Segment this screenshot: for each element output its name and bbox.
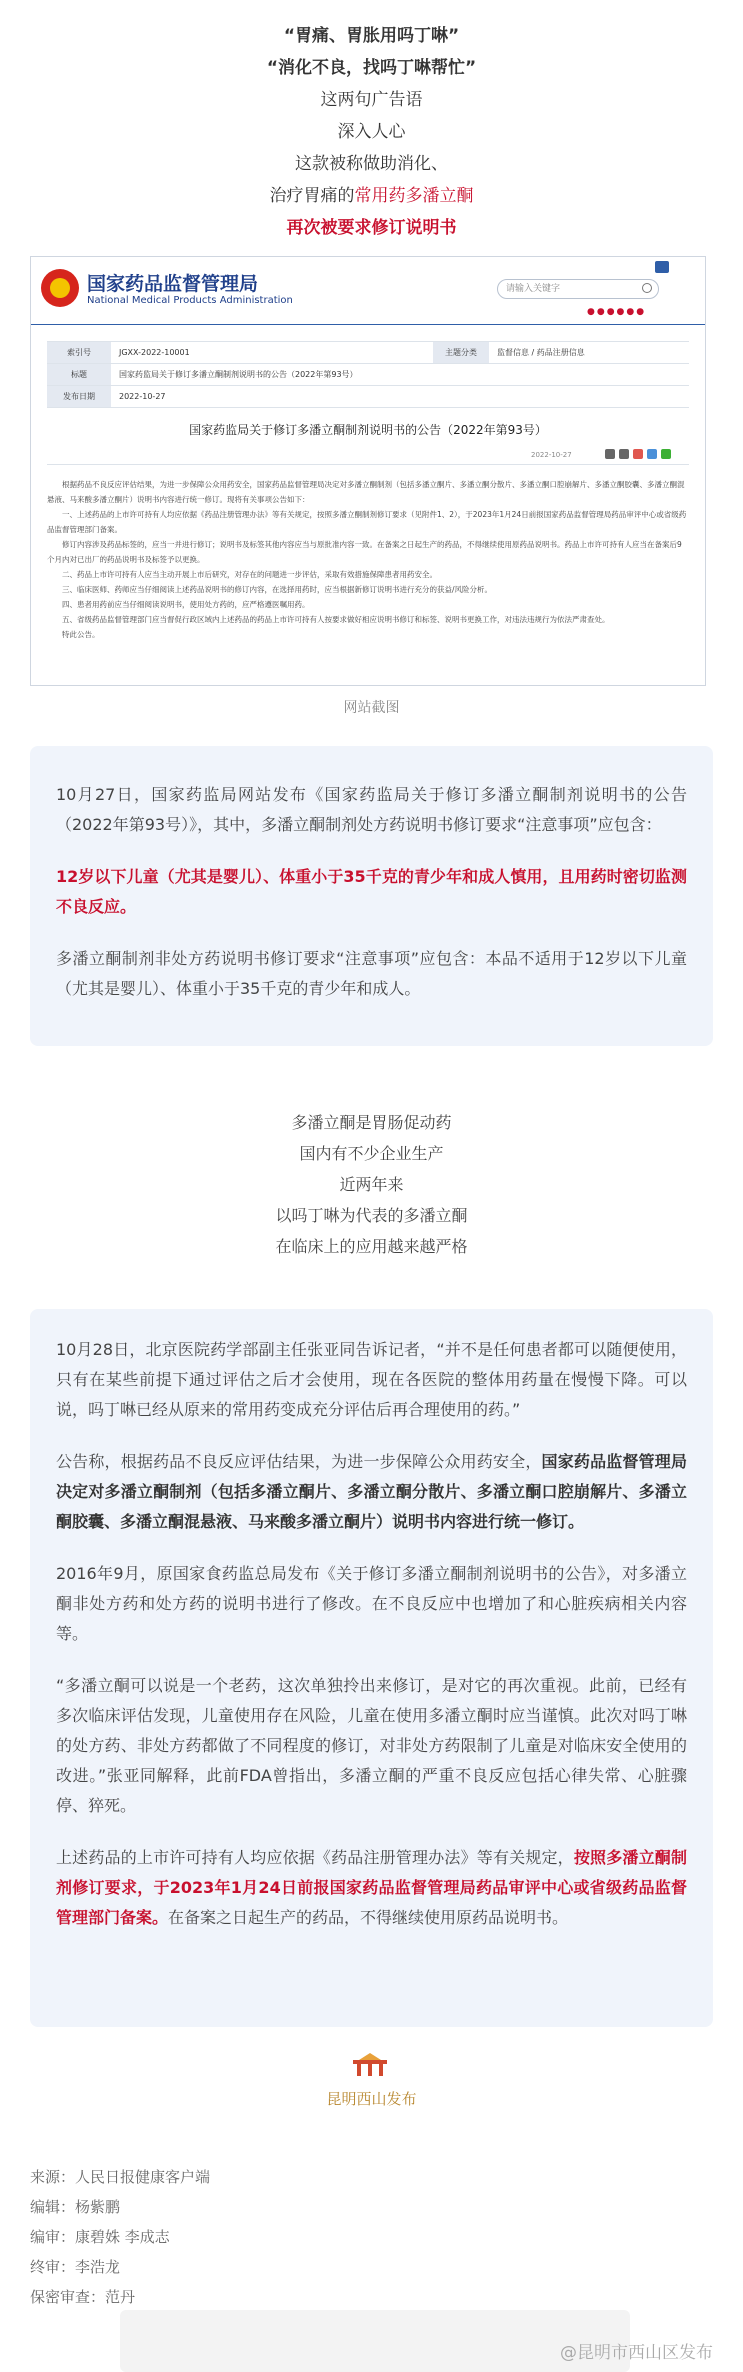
meta-row <box>47 386 689 408</box>
mid-block <box>0 1107 743 1262</box>
notice-paragraph: 三、临床医师、药师应当仔细阅读上述药品说明书的修订内容，在选择用药时，应当根据新修订说明书进行充分的获益/风险分析。 <box>62 585 493 594</box>
mid-line: 近两年来 <box>339 1175 404 1194</box>
notice-tools <box>605 449 671 459</box>
intro-line: 再次被要求修订说明书 <box>286 218 457 238</box>
weibo-icon <box>633 449 643 459</box>
notice-date: 2022-10-27 <box>531 451 572 459</box>
wechat-icon <box>661 449 671 459</box>
search-icon <box>642 283 652 293</box>
notice-body <box>47 477 689 642</box>
paragraph <box>56 1447 687 1537</box>
menu-icon <box>655 261 669 273</box>
text: 公告称，根据药品不良反应评估结果，为进一步保障公众用药安全， <box>56 1452 542 1471</box>
notice-paragraph: 五、省级药品监督管理部门应当督促行政区域内上述药品的药品上市许可持有人按要求做好相应说明书修订和标签、说明书更换工作，对违法违规行为依法严肃查处。 <box>62 615 610 624</box>
divider <box>47 464 689 465</box>
site-title: 国家药品监督管理局 <box>87 273 259 295</box>
intro-line: “消化不良，找吗丁啉帮忙” <box>266 58 477 78</box>
notice-paragraph: 修订内容涉及药品标签的，应当一并进行修订；说明书及标签其他内容应当与原批准内容一致。在备案之日起生产的药品，不得继续使用原药品说明书。药品上市许可持有人应当在备案后9个月内对已出厂的药品说明书及标签予以更换。 <box>47 540 682 564</box>
credit-line: 编审：康碧姝 李成志 <box>30 2228 170 2246</box>
website-screenshot <box>30 256 706 686</box>
footer-strip <box>120 2310 630 2372</box>
meta-row <box>47 342 689 364</box>
mid-line: 在临床上的应用越来越严格 <box>275 1237 468 1256</box>
meta-label: 发布日期 <box>47 386 111 407</box>
watermark: @昆明市西山区发布 <box>560 2343 713 2363</box>
meta-value: 监督信息 / 药品注册信息 <box>497 348 585 357</box>
notice-paragraph: 四、患者用药前应当仔细阅读说明书，使用处方药的，应严格遵医嘱用药。 <box>62 600 310 609</box>
notice-paragraph: 特此公告。 <box>62 630 100 639</box>
meta-table <box>47 341 689 408</box>
notice-paragraph: 根据药品不良反应评估结果，为进一步保障公众用药安全，国家药品监督管理局决定对多潘立酮制剂（包括多潘立酮片、多潘立酮分散片、多潘立酮口腔崩解片、多潘立酮胶囊、多潘立酮混悬液、马来酸多潘立酮片）说明书内容进行统一修订。现将有关事项公告如下： <box>47 480 685 504</box>
mid-line: 国内有不少企业生产 <box>299 1144 444 1163</box>
meta-label: 主题分类 <box>433 342 489 363</box>
content-card <box>30 1309 713 2027</box>
print-icon <box>619 449 629 459</box>
paragraph: 2016年9月，原国家食药监总局发布《关于修订多潘立酮制剂说明书的公告》，对多潘立酮非处方药和处方药的说明书进行了修改。在不良反应中也增加了和心脏疾病相关内容等。 <box>56 1564 687 1643</box>
highlight-paragraph: 12岁以下儿童（尤其是婴儿）、体重小于35千克的青少年和成人慎用，且用药时密切监测不良反应。 <box>56 867 687 916</box>
credit-line: 终审：李浩龙 <box>30 2258 121 2276</box>
notice-paragraph: 二、药品上市许可持有人应当主动开展上市后研究，对存在的问题进一步评估，采取有效措施保障患者用药安全。 <box>62 570 437 579</box>
brand-logo-icon <box>351 2052 389 2078</box>
bold-red-text: 按照多潘立酮制剂修订要求，于2023年1月24日前报国家药品监督管理局药品审评中心或省级药品监督管理部门备案。 <box>56 1848 687 1927</box>
download-icon <box>605 449 615 459</box>
brand-name: 昆明西山发布 <box>326 2090 417 2108</box>
intro-line: “胃痛、胃胀用吗丁啉” <box>283 26 460 46</box>
meta-row <box>47 364 689 386</box>
site-subtitle: National Medical Products Administration <box>87 295 293 306</box>
intro-line: 这款被称做助消化、 <box>295 154 448 174</box>
text: 上述药品的上市许可持有人均应依据《药品注册管理办法》等有关规定， <box>56 1848 574 1867</box>
meta-value: 国家药监局关于修订多潘立酮制剂说明书的公告（2022年第93号） <box>119 370 358 379</box>
paragraph: 10月28日，北京医院药学部副主任张亚同告诉记者，“并不是任何患者都可以随便使用，只有在某些前提下通过评估之后才会使用，现在各医院的整体用药量在慢慢下降。可以说，吗丁啉已经从原来的常用药变成充分评估后再合理使用的药。” <box>56 1340 687 1419</box>
credits-block <box>30 2162 210 2312</box>
paragraph: 10月27日，国家药监局网站发布《国家药监局关于修订多潘立酮制剂说明书的公告（2022年第93号）》，其中，多潘立酮制剂处方药说明书修订要求“注意事项”应包含： <box>56 785 687 834</box>
mid-line: 多潘立酮是胃肠促动药 <box>291 1113 452 1132</box>
intro-line <box>0 180 743 212</box>
site-search-input <box>497 279 659 299</box>
intro-line: 这两句广告语 <box>320 90 423 110</box>
credit-line: 来源：人民日报健康客户端 <box>30 2168 211 2186</box>
notice-title: 国家药监局关于修订多潘立酮制剂说明书的公告（2022年第93号） <box>189 423 547 437</box>
text: 在备案之日起生产的药品，不得继续使用原药品说明书。 <box>168 1908 569 1927</box>
credit-line: 编辑：杨紫鹏 <box>30 2198 121 2216</box>
meta-label: 索引号 <box>47 342 111 363</box>
content-card <box>30 746 713 1046</box>
qq-icon <box>647 449 657 459</box>
meta-label: 标题 <box>47 364 111 385</box>
intro-text: 治疗胃痛的 <box>269 186 355 206</box>
credit-line: 保密审查：范丹 <box>30 2288 136 2306</box>
image-caption: 网站截图 <box>343 700 400 716</box>
intro-highlight: 常用药多潘立酮 <box>354 186 474 206</box>
site-header <box>31 257 705 325</box>
notice-paragraph: 一、上述药品的上市许可持有人均应依据《药品注册管理办法》等有关规定，按照多潘立酮制剂修订要求（见附件1、2），于2023年1月24日前报国家药品监督管理局药品审评中心或省级药品监督管理部门备案。 <box>47 510 687 534</box>
bold-text: 国家药品监督管理局决定对多潘立酮制剂（包括多潘立酮片、多潘立酮分散片、多潘立酮口腔崩解片、多潘立酮胶囊、多潘立酮混悬液、马来酸多潘立酮片）说明书内容进行统一修订。 <box>56 1452 687 1531</box>
share-icons: ●●●●●● <box>587 307 647 317</box>
search-placeholder: 请输入关键字 <box>506 284 561 294</box>
national-emblem-icon <box>41 269 79 307</box>
meta-value: JGXX-2022-10001 <box>119 348 190 357</box>
meta-value: 2022-10-27 <box>119 392 166 401</box>
paragraph <box>56 1843 687 1933</box>
intro-line: 深入人心 <box>337 122 406 142</box>
mid-line: 以吗丁啉为代表的多潘立酮 <box>275 1206 468 1225</box>
paragraph: “多潘立酮可以说是一个老药，这次单独拎出来修订，是对它的再次重视。此前，已经有多次临床评估发现，儿童使用存在风险，儿童在使用多潘立酮时应当谨慎。此次对吗丁啉的处方药、非处方药都做了不同程度的修订，对非处方药限制了儿童是对临床安全使用的改进。”张亚同解释，此前FDA曾指出，多潘立酮的严重不良反应包括心律失常、心脏骤停、猝死。 <box>56 1676 687 1815</box>
paragraph: 多潘立酮制剂非处方药说明书修订要求“注意事项”应包含：本品不适用于12岁以下儿童（尤其是婴儿）、体重小于35千克的青少年和成人。 <box>56 949 687 998</box>
intro-block <box>0 20 743 244</box>
